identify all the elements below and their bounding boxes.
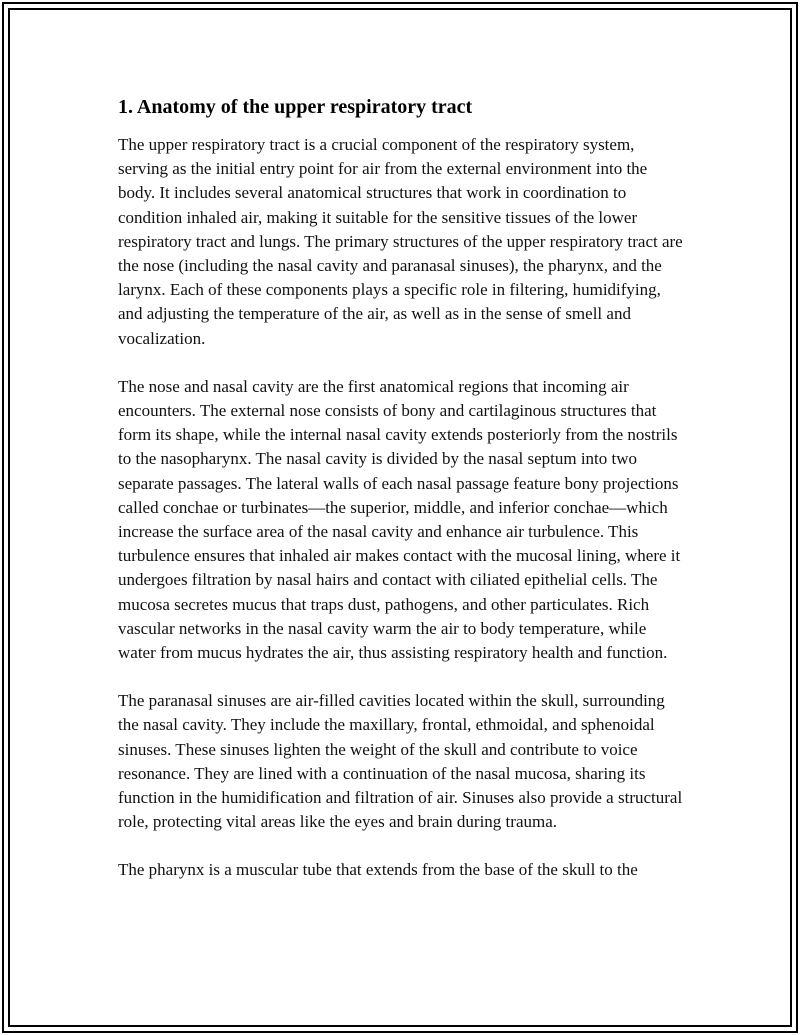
paragraph-nose-nasal-cavity: The nose and nasal cavity are the first anatomical regions that incoming air encounters. The external nose consists of bony and cartilaginous structures that form its shape, while the internal nasal cavity extends posteriorly from the nostrils to the nasopharynx. The nasal cavity is divided by the nasal septum into two separate passages. The lateral walls of each nasal passage feature bony projections called conchae or turbinates—the superior, middle, and inferior conchae—which increase the surface area of the nasal cavity and enhance air turbulence. This turbulence ensures that inhaled air makes contact with the mucosal lining, where it undergoes filtration by nasal hairs and contact with ciliated epithelial cells. The mucosa secretes mucus that traps dust, pathogens, and other particulates. Rich vascular networks in the nasal cavity warm the air to body temperature, while water from mucus hydrates the air, thus assisting respiratory health and function.: [118, 376, 681, 663]
document-body: [118, 93, 688, 883]
paragraph-pharynx: The pharynx is a muscular tube that extends from the base of the skull to the: [118, 860, 638, 880]
paragraph-upper-respiratory-overview: The upper respiratory tract is a crucial component of the respiratory system, serving as the initial entry point for air from the external environment into the body. It includes several anatomical structures that work in coordination to condition inhaled air, making it suitable for the sensitive tissues of the lower respiratory tract and lungs. The primary structures of the upper respiratory tract are the nose (including the nasal cavity and paranasal sinuses), the pharynx, and the larynx. Each of these components plays a specific role in filtering, humidifying, and adjusting the temperature of the air, as well as in the sense of smell and vocalization.: [118, 135, 683, 348]
paragraph-paranasal-sinuses: The paranasal sinuses are air-filled cavities located within the skull, surrounding the nasal cavity. They include the maxillary, frontal, ethmoidal, and sphenoidal sinuses. These sinuses lighten the weight of the skull and contribute to voice resonance. They are lined with a continuation of the nasal mucosa, sharing its function in the humidification and filtration of air. Sinuses also provide a structural role, protecting vital areas like the eyes and brain during trauma.: [118, 691, 683, 832]
section-heading: 1. Anatomy of the upper respiratory tract: [118, 96, 473, 118]
